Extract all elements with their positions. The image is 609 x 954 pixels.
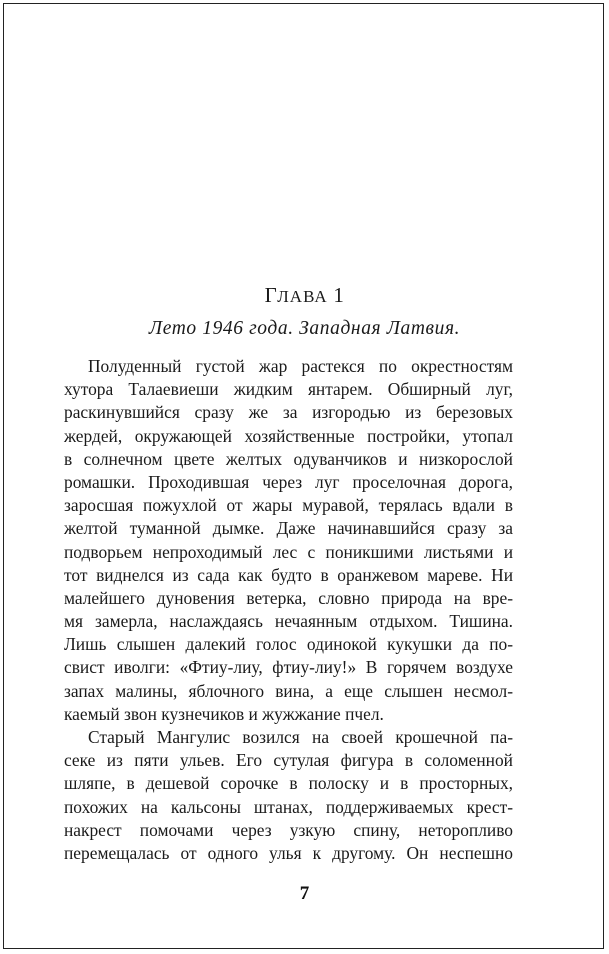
body-text [64, 355, 513, 865]
text-line: Лишь слышен далекий голос одинокой кукушки да по- [64, 634, 513, 655]
text-line: Старый Мангулис возился на своей крошечной па- [88, 727, 513, 747]
chapter-heading [0, 283, 609, 308]
paragraph [64, 726, 513, 865]
text-line: каемый звон кузнечиков и жужжание пчел. [64, 703, 384, 724]
text-line: накрест помочами через узкую спину, неторопливо [64, 819, 513, 840]
page-number: 7 [299, 883, 310, 904]
text-line: ромашки. Проходившая через луг проселочная дорога, [64, 471, 513, 492]
text-line: жердей, окружающей хозяйственные постройки, утопал [64, 425, 513, 446]
text-line: заросшая пожухлой от жары муравой, терялась вдали в [64, 495, 513, 516]
text-line: желтой туманной дымке. Даже начинавшийся сразу за [64, 518, 513, 539]
text-line: свист иволги: «Фтиу-лиу, фтиу-лиу!» В горячем воздухе [64, 657, 513, 678]
chapter-heading-word: ЛАВА [277, 287, 328, 306]
text-line: секе из пяти ульев. Его сутулая фигура в соломенной [64, 750, 513, 771]
text-line: подворьем непроходимый лес с поникшими листьями и [64, 541, 513, 562]
chapter-heading-initial: Г [264, 283, 278, 307]
text-line: перемещалась от одного улья к другому. Он неспешно [64, 842, 513, 863]
chapter-subtitle: Лето 1946 года. Западная Латвия. [148, 318, 461, 339]
text-line: тот виднелся из сада как будто в оранжевом мареве. Ни [64, 564, 513, 585]
text-line: Полуденный густой жар растекся по окрестностям [88, 356, 513, 376]
paragraph [64, 355, 513, 726]
text-line: раскинувшийся сразу же за изгородью из березовых [64, 402, 513, 423]
text-line: малейшего дуновения ветерка, словно природа на вре- [64, 587, 513, 608]
text-line: запах малины, яблочного вина, а еще слышен несмол- [64, 680, 513, 701]
text-line: хутора Талаевиеши жидким янтарем. Обширный луг, [64, 379, 513, 400]
chapter-heading-number: 1 [333, 283, 345, 307]
text-line: похожих на кальсоны штанах, поддерживаемых крест- [64, 796, 513, 817]
text-line: шляпе, в дешевой сорочке в полоску и в просторных, [64, 773, 513, 794]
text-line: мя замерла, наслаждаясь нечаянным отдыхом. Тишина. [64, 611, 513, 632]
text-line: в солнечном цвете желтых одуванчиков и низкорослой [64, 448, 513, 469]
